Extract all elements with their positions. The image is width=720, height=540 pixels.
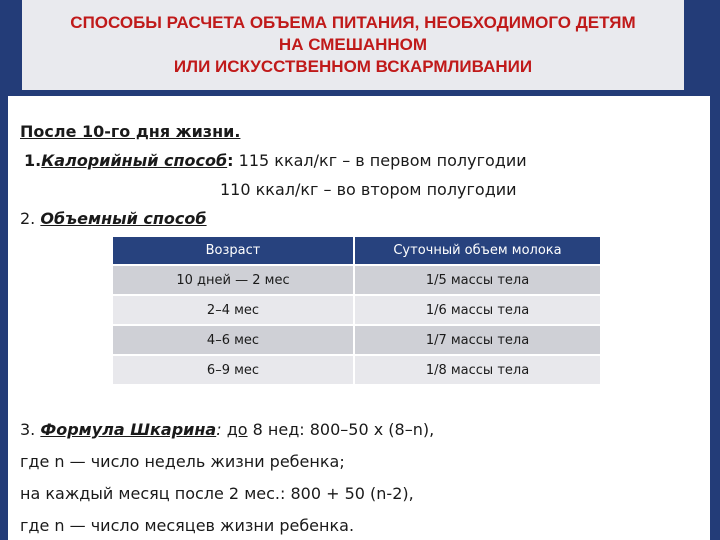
method-1-value-1: 115 ккал/кг – в первом полугодии <box>238 151 527 170</box>
table-row <box>113 265 600 295</box>
method-1-colon: : <box>227 151 234 170</box>
method-1-number: 1. <box>24 151 42 170</box>
method-1-value-2: 110 ккал/кг – во втором полугодии <box>220 180 517 199</box>
title-line-1: СПОСОБЫ РАСЧЕТА ОБЪЕМА ПИТАНИЯ, НЕОБХОДИМОГО ДЕТЯМ <box>70 13 636 32</box>
method-3-number: 3. <box>20 420 36 439</box>
method-1-name: Калорийный способ <box>41 151 228 170</box>
volume-cell: 1/7 массы тела <box>354 325 600 355</box>
age-cell: 2–4 мес <box>113 295 354 325</box>
table-row <box>113 325 600 355</box>
method-3-colon: : <box>216 420 222 439</box>
method-3-prefix: до <box>226 420 248 439</box>
age-cell: 4–6 мес <box>113 325 354 355</box>
section-heading: После 10-го дня жизни. <box>20 122 241 141</box>
content-panel <box>8 96 710 540</box>
title-line-2: НА СМЕШАННОМ <box>278 35 428 54</box>
method-2-line <box>20 209 207 228</box>
title-line-3: ИЛИ ИСКУССТВЕННОМ ВСКАРМЛИВАНИИ <box>173 57 533 76</box>
method-3-line <box>20 420 434 439</box>
volume-cell: 1/6 массы тела <box>354 295 600 325</box>
volume-cell: 1/5 массы тела <box>354 265 600 295</box>
table-row <box>113 355 600 384</box>
method-2-name: Объемный способ <box>40 209 207 228</box>
method-3-formula-2: на каждый месяц после 2 мес.: 800 + 50 (n-2), <box>20 484 414 503</box>
method-3-note-1: где n — число недель жизни ребенка; <box>20 452 345 471</box>
method-2-number: 2. <box>20 209 36 228</box>
slide-title <box>22 0 684 90</box>
method-1-line <box>24 151 527 170</box>
milk-volume-table <box>113 237 600 384</box>
method-3-formula: 8 нед: 800–50 х (8–n), <box>252 420 435 439</box>
header-age: Возраст <box>113 237 354 265</box>
header-daily-volume: Суточный объем молока <box>354 237 600 265</box>
age-cell: 10 дней — 2 мес <box>113 265 354 295</box>
volume-cell: 1/8 массы тела <box>354 355 600 384</box>
table-header-row <box>113 237 600 265</box>
method-3-name: Формула Шкарина <box>40 420 217 439</box>
method-3-note-2: где n — число месяцев жизни ребенка. <box>20 516 355 535</box>
table-row <box>113 295 600 325</box>
age-cell: 6–9 мес <box>113 355 354 384</box>
